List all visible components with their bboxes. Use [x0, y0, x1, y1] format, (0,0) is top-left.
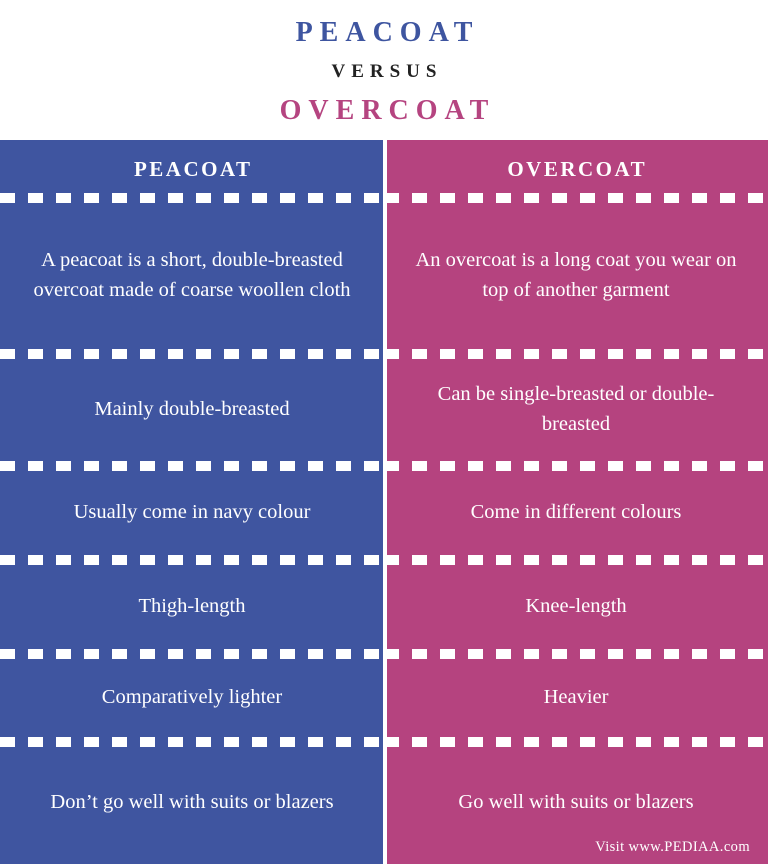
cell-text: Comparatively lighter: [101, 686, 283, 709]
cell-text: Come in different colours: [470, 501, 682, 524]
table-cell-right-0: [384, 198, 768, 354]
title-left-term: PEACOAT: [295, 17, 480, 48]
cell-text: Go well with suits or blazers: [458, 791, 694, 814]
column-overcoat: [384, 140, 768, 864]
title-block: [0, 0, 768, 140]
table-cell-right-3: [384, 560, 768, 654]
column-header-left: PEACOAT: [133, 156, 253, 181]
cell-text: An overcoat is a long coat you wear on top of another garment: [415, 249, 737, 301]
column-header-right: OVERCOAT: [507, 156, 648, 181]
table-cell-left-1: [0, 354, 384, 466]
cell-text: A peacoat is a short, double-breasted overcoat made of coarse woollen cloth: [33, 249, 351, 301]
cell-text: Don’t go well with suits or blazers: [50, 791, 334, 814]
visit-credit: Visit www.PEDIAA.com: [595, 839, 750, 855]
cell-text: Mainly double-breasted: [94, 398, 290, 421]
cell-text: Can be single-breasted or double-breasted: [437, 383, 715, 435]
title-versus-label: VERSUS: [331, 61, 443, 82]
cell-text: Knee-length: [525, 595, 627, 618]
comparison-table: [0, 140, 768, 864]
cell-text: Usually come in navy colour: [73, 501, 311, 524]
table-cell-left-4: [0, 654, 384, 742]
table-cell-left-5: [0, 742, 384, 864]
table-cell-left-0: [0, 198, 384, 354]
title-right-term: OVERCOAT: [279, 95, 496, 127]
table-cell-right-4: [384, 654, 768, 742]
column-peacoat: [0, 140, 384, 864]
cell-text: Thigh-length: [138, 595, 246, 618]
table-cell-left-2: [0, 466, 384, 560]
table-cell-left-3: [0, 560, 384, 654]
cell-text: Heavier: [543, 686, 609, 709]
table-cell-right-1: [384, 354, 768, 466]
table-cell-right-2: [384, 466, 768, 560]
